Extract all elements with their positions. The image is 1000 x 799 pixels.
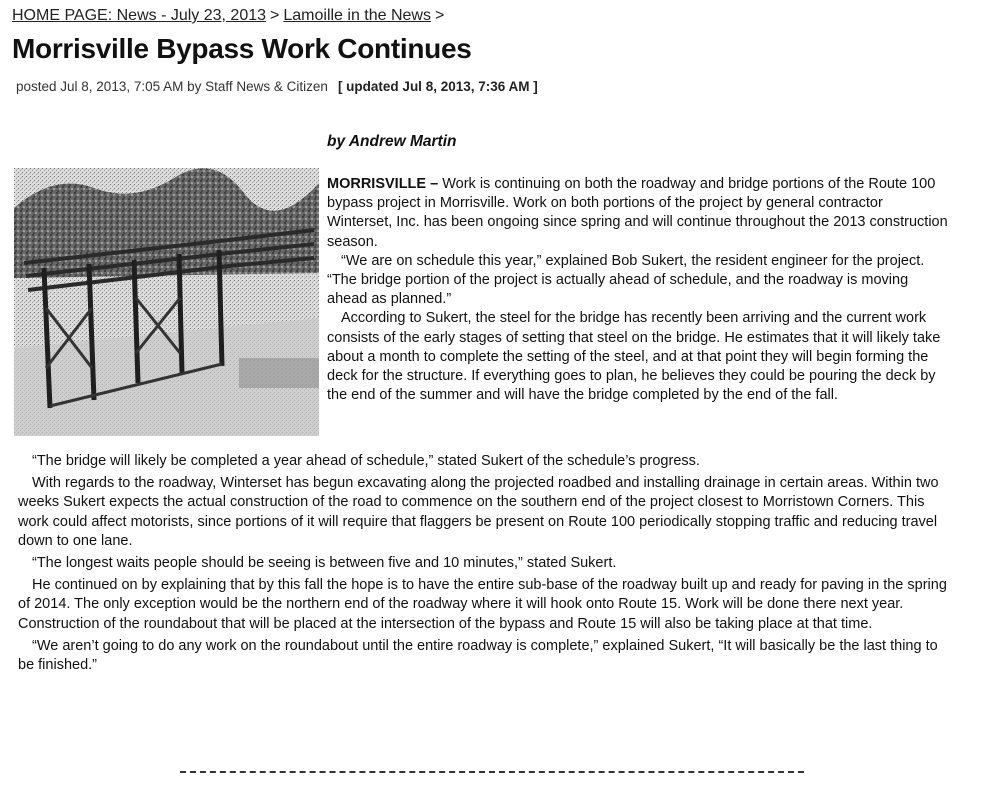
- byline: by Andrew Martin: [327, 133, 457, 150]
- article-body: [18, 452, 950, 678]
- paragraph-text: Work is continuing on both the roadway and bridge portions of the Route 100 bypass project in Morrisville. Work on both portions of the project by general contractor Winterset, Inc. has been ongoing since spring and will continue throughout the 2013 construction season.: [327, 176, 948, 250]
- article-paragraph: “The longest waits people should be seeing is between five and 10 minutes,” stated Sukert.: [32, 555, 617, 572]
- post-meta: [16, 79, 538, 94]
- breadcrumb-home-link[interactable]: HOME PAGE: News - July 23, 2013: [12, 7, 267, 24]
- breadcrumb-section-link[interactable]: Lamoille in the News: [283, 7, 431, 24]
- article-paragraph: According to Sukert, the steel for the bridge has recently been arriving and the current work consists of the early stages of setting that steel on the bridge. He estimates that it will likely take about a month to complete the setting of the steel, and at that point they will begin forming the deck for the structure. If everything goes to plan, he believes they could be pouring the deck by the end of the summer and will have the bridge completed by the end of the fall.: [327, 310, 941, 404]
- bridge-construction-photo: [14, 168, 319, 436]
- article-paragraph: “We are on schedule this year,” explained Bob Sukert, the resident engineer for the project. “The bridge portion of the project is actually ahead of schedule, and the roadway is moving ahead as planned.”: [327, 252, 925, 308]
- article-paragraph: [327, 175, 949, 252]
- article-paragraph: With regards to the roadway, Winterset has begun excavating along the projected roadbed and installing drainage in certain areas. Within two weeks Sukert expects the actual construction of the road to commence on the southern end of the project closest to Morristown Corners. This work could affect motorists, since portions of it will require that flaggers be present on Route 100 periodically stopping traffic and reducing travel down to one lane.: [18, 475, 939, 549]
- article-paragraph: He continued on by explaining that by this fall the hope is to have the entire sub-base of the roadway built up and ready for paving in the spring of 2014. The only exception would be the northern end of the roadway where it will hook onto Route 15. Work will be done there next year. Construction of the roundabout that will be placed at the intersection of the bypass and Route 15 will also be taking place at that time.: [18, 577, 947, 632]
- breadcrumb: [12, 7, 448, 25]
- breadcrumb-separator: >: [270, 7, 280, 24]
- page-title: Morrisville Bypass Work Continues: [12, 33, 472, 64]
- dashed-divider: [180, 771, 804, 773]
- article-paragraph: “The bridge will likely be completed a year ahead of schedule,” stated Sukert of the schedule’s progress.: [32, 453, 700, 469]
- posted-info: posted Jul 8, 2013, 7:05 AM by Staff News & Citizen: [16, 79, 328, 94]
- updated-info: [ updated Jul 8, 2013, 7:36 AM ]: [337, 79, 538, 94]
- dateline: MORRISVILLE –: [327, 176, 443, 192]
- article-paragraph: “We aren’t going to do any work on the roundabout until the entire roadway is complete,” explained Sukert, “It will basically be the last thing to be finished.”: [18, 637, 938, 674]
- article-column: [327, 175, 949, 405]
- breadcrumb-separator: >: [434, 7, 445, 24]
